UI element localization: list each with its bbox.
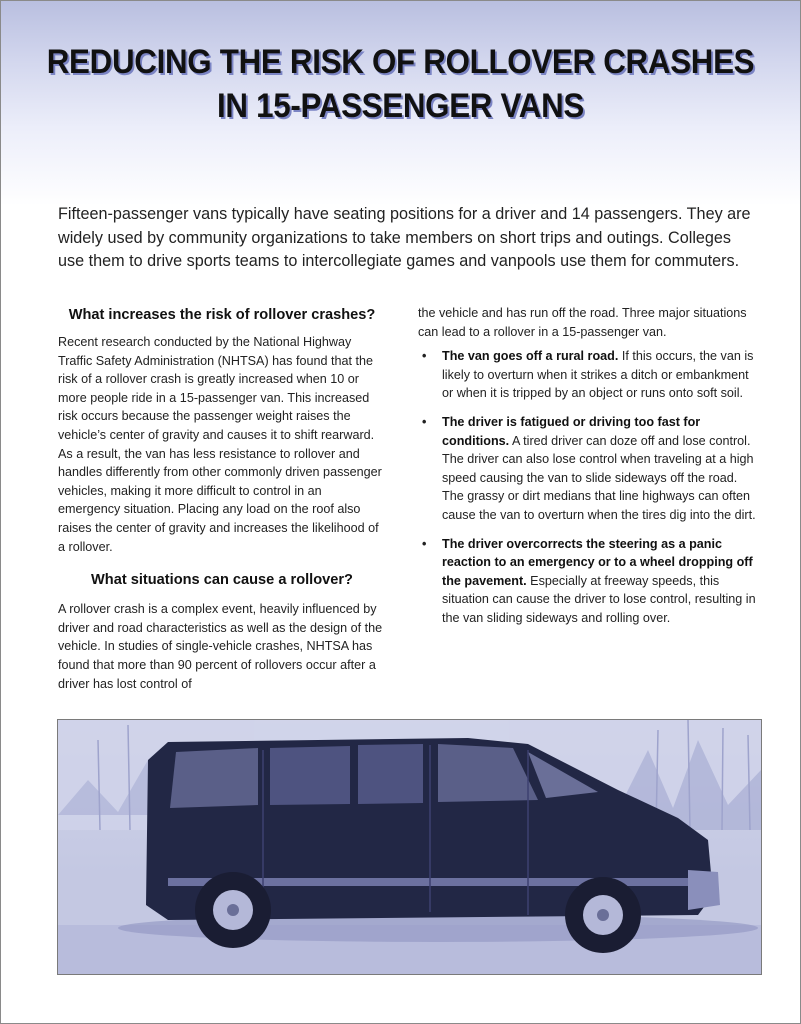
list-item-text: If this occurs, the van is likely to overturn when it strikes a ditch or embankment or when it is tripped by an object or runs onto soft soil. — [442, 349, 754, 401]
page-title — [32, 40, 769, 128]
bullet-icon: • — [422, 536, 427, 551]
van-photo — [57, 719, 762, 975]
list-item — [418, 413, 758, 525]
list-item-text: A tired driver can doze off and lose control. The driver can also lose control when traveling at a high speed causing the van to slide sideways off the road. The grassy or dirt medians that line highways can often cause the van to overturn when the tires dig into the dirt. — [442, 433, 756, 522]
list-item-text: Especially at freeway speeds, this situation can cause the driver to lose control, resulting in the van sliding sideways and rolling over. — [442, 573, 756, 625]
left-column — [58, 305, 386, 693]
list-item — [418, 535, 758, 628]
list-item-bold: The driver is fatigued or driving too fast for conditions. — [442, 414, 701, 448]
paragraph-continued: the vehicle and has run off the road. Three major situations can lead to a rollover in a 15-passenger van. — [418, 306, 747, 339]
list-item-bold: The driver overcorrects the steering as a panic reaction to an emergency or to a wheel dropping off the pavement. — [442, 536, 753, 588]
situations-list — [418, 347, 758, 627]
bullet-icon: • — [422, 414, 427, 429]
title-line-2: IN 15-PASSENGER VANS — [216, 87, 585, 125]
list-item-bold: The van goes off a rural road. — [442, 349, 619, 364]
van-photo-illustration — [58, 720, 761, 974]
intro-paragraph: Fifteen-passenger vans typically have seating positions for a driver and 14 passengers. They are widely used by community organizations to take members on short trips and outings. Colleges use them to drive sports teams to intercollegiate games and vanpools use them for commuters. — [58, 205, 751, 270]
heading-situations: What situations can cause a rollover? — [91, 572, 353, 589]
bullet-icon: • — [422, 349, 427, 364]
paragraph-situations: A rollover crash is a complex event, heavily influenced by driver and road characteristics as well as the design of the vehicle. In studies of single-vehicle crashes, NHTSA has found that more than 90 percent of rollovers occur after a driver has lost control of — [58, 602, 383, 691]
paragraph-risk: Recent research conducted by the National Highway Traffic Safety Administration (NHTSA) has found that the risk of a rollover crash is greatly increased when 10 or more people ride in a 15-passenger van. This increased risk occurs because the passenger weight raises the vehicle’s center of gravity and causes it to shift rearward. As a result, the van has less resistance to rollover and handles differently from other commonly driven passenger vehicles, making it more difficult to control in an emergency situation. Placing any load on the roof also raises the center of gravity and increases the likelihood of a rollover. — [58, 335, 382, 554]
heading-risk: What increases the risk of rollover crashes? — [68, 307, 376, 323]
title-line-1: REDUCING THE RISK OF ROLLOVER CRASHES — [46, 43, 755, 81]
right-column — [418, 304, 758, 638]
list-item — [418, 347, 758, 403]
